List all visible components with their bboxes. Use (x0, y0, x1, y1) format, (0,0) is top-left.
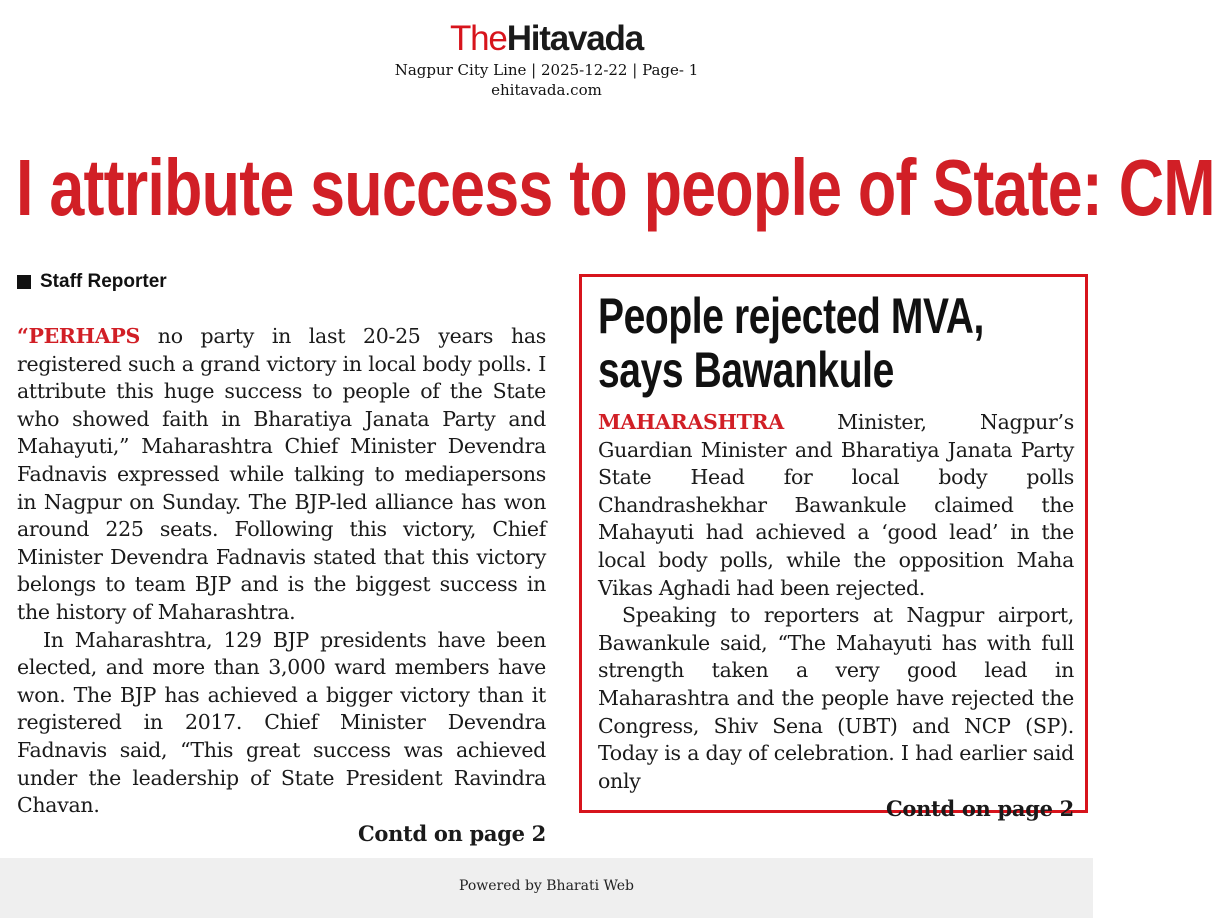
main-headline: I attribute success to people of State: CM (16, 143, 1215, 232)
sidebar-title-line-1: People rejected MVA, (598, 288, 984, 344)
sidebar-paragraph-1 (598, 409, 1074, 602)
footer (0, 858, 1093, 918)
story-continued-link[interactable]: Contd on page 2 (357, 820, 546, 846)
byline-square-icon (17, 275, 31, 289)
byline-text: Staff Reporter (40, 271, 167, 292)
story-paragraph-2: In Maharashtra, 129 BJP presidents have been elected, and more than 3,000 ward members have won. The BJP has achieved a bigger victory than it registered in 2017. Chief Minister Devendra Fadnavis said, “This great success was achieved under the leadership of State President Ravindra Chavan. (17, 627, 546, 818)
logo-the: The (449, 19, 507, 58)
masthead (0, 18, 1093, 100)
story-lead-word: “PERHAPS (17, 324, 140, 348)
sidebar-story-title (598, 289, 1035, 397)
edition-line: Nagpur City Line | 2025-12-22 | Page- 1 (394, 61, 699, 79)
story-paragraph-1-text: no party in last 20-25 years has registered such a grand victory in local body polls. I attribute this huge success to people of the State who showed faith in Bharatiya Janata Party and Mahayuti,” Maharashtra Chief Minister Devendra Fadnavis expressed while talking to mediapersons in Nagpur on Sunday. The BJP-led alliance has won around 225 seats. Following this victory, Chief Minister Devendra Fadnavis stated that this victory belongs to team BJP and is the biggest success in the history of Maharashtra. (17, 324, 546, 624)
footer-powered-by[interactable]: Powered by Bharati Web (459, 878, 634, 894)
sidebar-paragraph-2: Speaking to reporters at Nagpur airport, Bawankule said, “The Mahayuti has with full strength taken a very good lead in Maharashtra and the people have rejected the Congress, Shiv Sena (UBT) and NCP (SP). Today is a day of celebration. I had earlier said only (598, 603, 1074, 793)
logo-name: Hitavada (506, 19, 643, 58)
sidebar-story-body (598, 409, 1074, 823)
sidebar-story-box (579, 274, 1088, 822)
main-story (17, 323, 546, 847)
story-paragraph-1 (17, 323, 546, 627)
sidebar-continued-link[interactable]: Contd on page 2 (885, 796, 1074, 822)
newspaper-logo[interactable] (0, 18, 1093, 60)
sidebar-title-line-2: says Bawankule (598, 342, 894, 398)
byline (17, 271, 167, 293)
sidebar-lead-word: MAHARASHTRA (598, 410, 784, 434)
site-link[interactable]: ehitavada.com (491, 81, 602, 99)
sidebar-paragraph-1-text: Minister, Nagpur’s Guardian Minister and Bharatiya Janata Party State Head for local body polls Chandrashekhar Bawankule claimed the Mahayuti had achieved a ‘good lead’ in the local body polls, while the opposition Maha Vikas Aghadi had been rejected. (598, 410, 1074, 600)
